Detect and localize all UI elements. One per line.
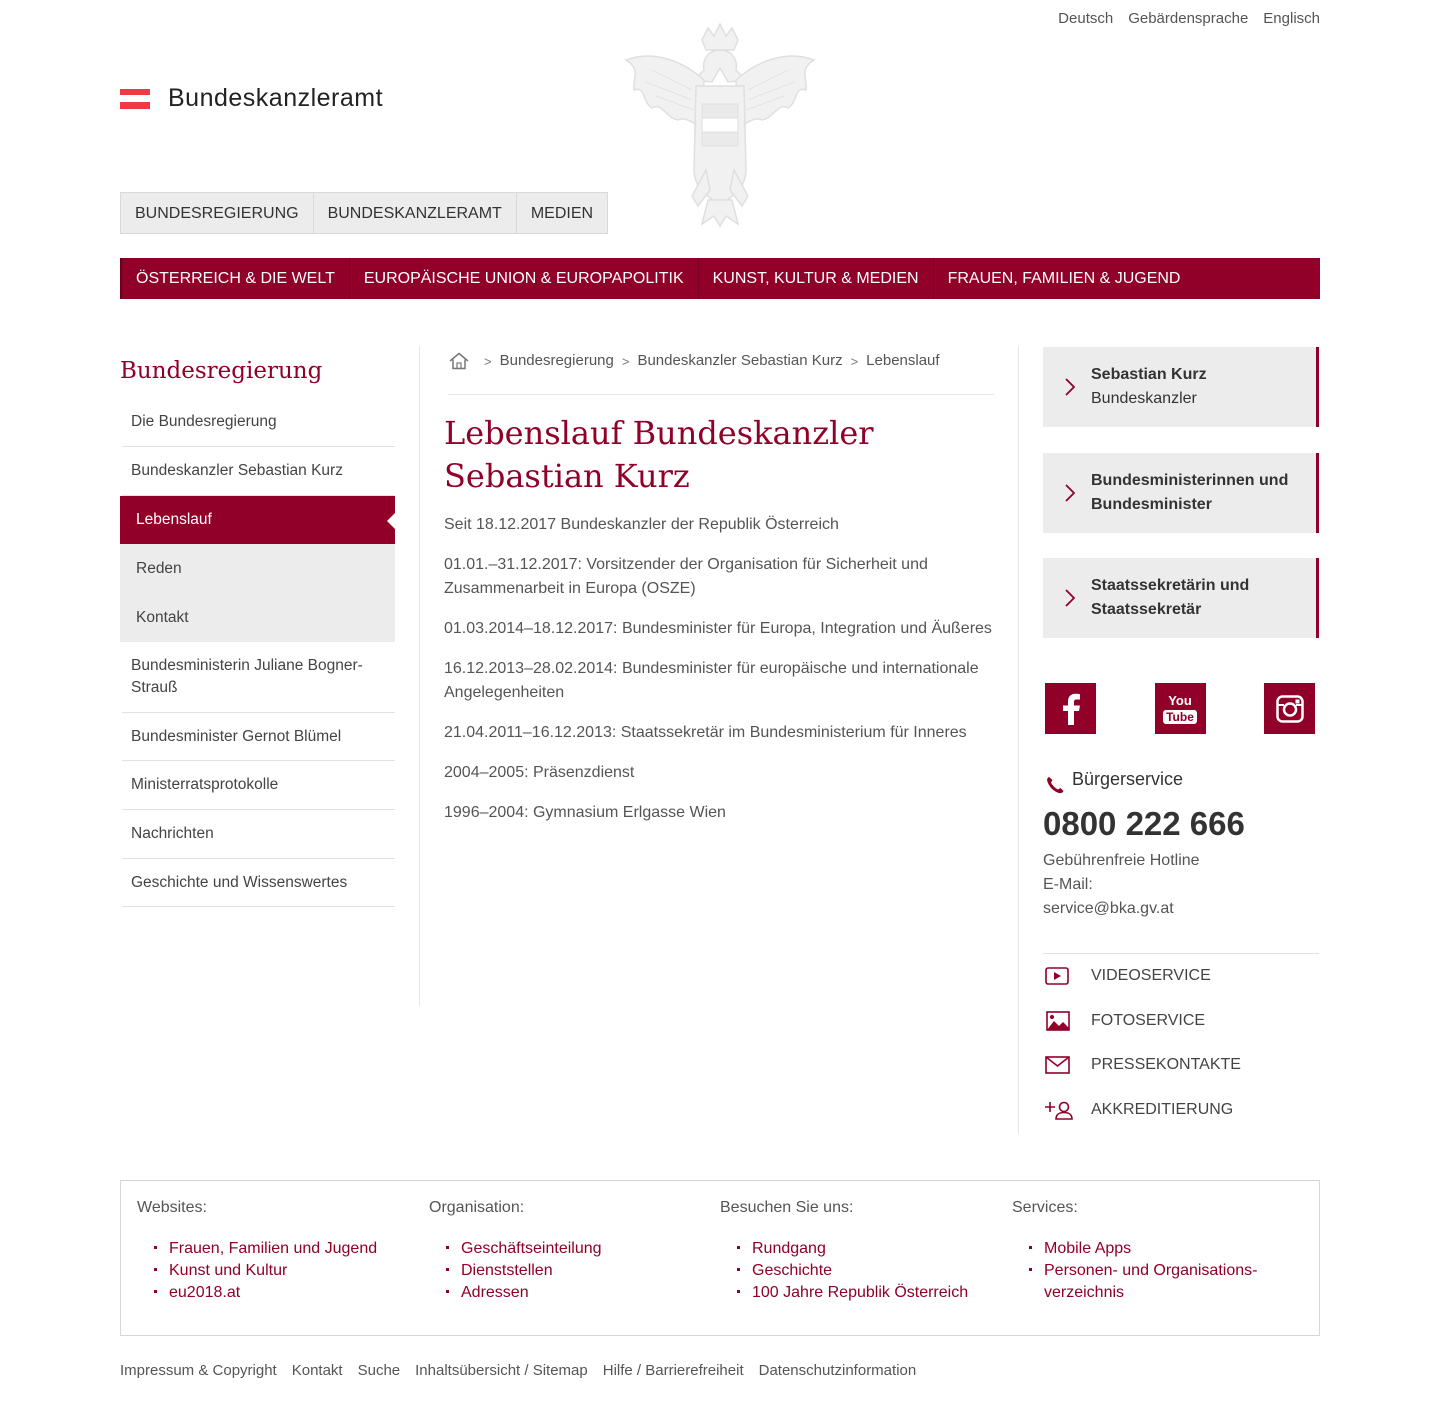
footer-column-websites xyxy=(137,1199,377,1304)
divider xyxy=(1043,953,1319,954)
logo-text: Bundeskanzleramt xyxy=(168,84,384,112)
teaser-title: Bundesministerinnen und Bundesminister xyxy=(1091,472,1289,513)
divider xyxy=(419,346,420,1006)
teaser-subtitle: Bundeskanzler xyxy=(1091,390,1197,407)
footer-bottom-links xyxy=(120,1362,916,1379)
chevron-right-icon xyxy=(1065,378,1075,396)
youtube-tube-label: Tube xyxy=(1163,710,1197,724)
photo-icon xyxy=(1043,1010,1071,1032)
teaser-staatssekretaer[interactable] xyxy=(1043,558,1319,638)
footer-hilfe[interactable]: Hilfe / Barrierefreiheit xyxy=(602,1362,744,1379)
footer-links-box xyxy=(120,1180,1320,1336)
buergerservice-info xyxy=(1043,849,1200,921)
sidebar-navigation xyxy=(120,398,395,907)
lang-gebaerdensprache[interactable]: Gebärdensprache xyxy=(1128,10,1249,27)
footer-sitemap[interactable]: Inhaltsübersicht / Sitemap xyxy=(415,1362,588,1379)
teaser-bundesminister[interactable] xyxy=(1043,453,1319,533)
breadcrumb-separator: > xyxy=(484,354,492,369)
cv-content xyxy=(444,513,999,841)
topic-navigation xyxy=(120,258,1320,299)
language-bar xyxy=(1058,10,1320,27)
service-fotoservice[interactable] xyxy=(1043,1010,1205,1032)
site-logo[interactable] xyxy=(120,84,383,113)
sidebar-item-bluemel[interactable]: Bundesminister Gernot Blümel xyxy=(122,713,395,761)
mail-icon xyxy=(1043,1055,1071,1075)
facebook-icon[interactable] xyxy=(1045,683,1096,734)
footer-link[interactable]: Frauen, Familien und Jugend xyxy=(154,1238,377,1260)
sidebar-item-kontakt[interactable]: Kontakt xyxy=(120,593,395,642)
cv-entry: 2004–2005: Präsenzdienst xyxy=(444,764,635,781)
email-link[interactable]: service@bka.gv.at xyxy=(1043,900,1174,917)
footer-column-title: Websites: xyxy=(137,1199,207,1216)
teaser-sebastian-kurz[interactable] xyxy=(1043,347,1319,427)
nav-kunst-kultur-medien[interactable]: KUNST, KULTUR & MEDIEN xyxy=(699,258,934,299)
footer-link[interactable]: 100 Jahre Republik Österreich xyxy=(737,1282,968,1304)
sidebar-item-geschichte[interactable]: Geschichte und Wissenswertes xyxy=(122,859,395,907)
footer-kontakt[interactable]: Kontakt xyxy=(291,1362,343,1379)
breadcrumb-bundeskanzler[interactable]: Bundeskanzler Sebastian Kurz xyxy=(637,352,843,369)
chevron-right-icon xyxy=(1065,589,1075,607)
sidebar-item-lebenslauf[interactable]: Lebenslauf xyxy=(120,496,395,544)
add-user-icon xyxy=(1043,1099,1073,1121)
eagle-coat-of-arms-icon xyxy=(622,20,818,228)
teaser-title: Staatssekretärin und Staatssekretär xyxy=(1091,577,1250,618)
service-label: VIDEOSERVICE xyxy=(1091,967,1211,984)
service-akkreditierung[interactable] xyxy=(1043,1099,1233,1121)
breadcrumb xyxy=(448,352,994,395)
nav-bundeskanzleramt[interactable]: BUNDESKANZLERAMT xyxy=(314,193,517,233)
footer-link[interactable]: Rundgang xyxy=(737,1238,968,1260)
cv-entry: 16.12.2013–28.02.2014: Bundesminister für europäische und internationale Angelegenheiten xyxy=(444,660,979,701)
footer-column-besuchen xyxy=(720,1199,968,1304)
nav-medien[interactable]: MEDIEN xyxy=(530,205,594,222)
sidebar-item-bundeskanzler[interactable]: Bundeskanzler Sebastian Kurz xyxy=(122,447,395,496)
footer-link[interactable]: Geschäftseinteilung xyxy=(446,1238,602,1260)
sidebar-title: Bundesregierung xyxy=(120,358,323,384)
buergerservice-title: Bürgerservice xyxy=(1072,769,1184,789)
breadcrumb-current: Lebenslauf xyxy=(866,352,940,369)
page-title: Lebenslauf Bundeskanzler Sebastian Kurz xyxy=(444,414,874,495)
cv-entry: Seit 18.12.2017 Bundeskanzler der Republik Österreich xyxy=(444,516,839,533)
phone-icon xyxy=(1045,775,1065,795)
home-icon[interactable] xyxy=(448,352,470,374)
nav-bundesregierung[interactable]: BUNDESREGIERUNG xyxy=(121,193,314,233)
youtube-you-label: You xyxy=(1168,692,1192,708)
cv-entry: 21.04.2011–16.12.2013: Staatssekretär im Bundesministerium für Inneres xyxy=(444,724,967,741)
footer-column-services xyxy=(1012,1199,1272,1304)
footer-impressum[interactable]: Impressum & Copyright xyxy=(120,1362,277,1379)
footer-link[interactable]: Adressen xyxy=(446,1282,602,1304)
youtube-icon[interactable] xyxy=(1155,683,1206,734)
nav-oesterreich-welt[interactable]: ÖSTERREICH & DIE WELT xyxy=(120,258,350,299)
footer-datenschutz[interactable]: Datenschutzinformation xyxy=(758,1362,917,1379)
breadcrumb-bundesregierung[interactable]: Bundesregierung xyxy=(499,352,614,369)
footer-link[interactable]: Geschichte xyxy=(737,1260,968,1282)
footer-column-title: Besuchen Sie uns: xyxy=(720,1199,854,1216)
breadcrumb-separator: > xyxy=(621,354,630,369)
footer-link[interactable]: Mobile Apps xyxy=(1029,1238,1272,1260)
sidebar-item-die-bundesregierung[interactable]: Die Bundesregierung xyxy=(122,398,395,447)
chevron-right-icon xyxy=(1065,484,1075,502)
nav-europaeische-union[interactable]: EUROPÄISCHE UNION & EUROPAPOLITIK xyxy=(350,258,699,299)
cv-entry: 01.01.–31.12.2017: Vorsitzender der Organisation für Sicherheit und Zusammenarbeit in Europa (OSZE) xyxy=(444,556,928,597)
instagram-icon[interactable] xyxy=(1264,683,1315,734)
austria-flag-icon xyxy=(120,89,150,109)
footer-link[interactable]: eu2018.at xyxy=(154,1282,377,1304)
footer-link[interactable]: Kunst und Kultur xyxy=(154,1260,377,1282)
cv-entry: 01.03.2014–18.12.2017: Bundesminister für Europa, Integration und Äußeres xyxy=(444,620,992,637)
sidebar-item-reden[interactable]: Reden xyxy=(120,544,395,593)
service-label: FOTOSERVICE xyxy=(1091,1012,1206,1029)
video-icon xyxy=(1043,966,1071,986)
hotline-label: Gebührenfreie Hotline xyxy=(1043,852,1200,869)
lang-englisch[interactable]: Englisch xyxy=(1263,10,1320,27)
sidebar-item-ministerratsprotokolle[interactable]: Ministerratsprotokolle xyxy=(122,761,395,810)
phone-number[interactable]: 0800 222 666 xyxy=(1043,805,1245,842)
footer-link[interactable]: Personen- und Organisations-verzeichnis xyxy=(1029,1260,1272,1304)
sidebar-item-bogner-strauss[interactable]: Bundesministerin Juliane Bogner-Strauß xyxy=(122,642,395,713)
email-label: E-Mail: xyxy=(1043,876,1093,893)
sidebar-item-nachrichten[interactable]: Nachrichten xyxy=(122,810,395,859)
service-videoservice[interactable] xyxy=(1043,966,1211,986)
service-label: AKKREDITIERUNG xyxy=(1091,1101,1234,1118)
nav-frauen-familien-jugend[interactable]: FRAUEN, FAMILIEN & JUGEND xyxy=(947,270,1181,287)
top-navigation xyxy=(120,192,608,234)
service-pressekontakte[interactable] xyxy=(1043,1055,1241,1075)
footer-column-title: Organisation: xyxy=(429,1199,525,1216)
divider xyxy=(1018,346,1019,1134)
service-label: PRESSEKONTAKTE xyxy=(1091,1056,1241,1073)
breadcrumb-separator: > xyxy=(850,354,859,369)
social-links xyxy=(1045,683,1315,734)
footer-column-organisation xyxy=(429,1199,602,1304)
lang-deutsch[interactable]: Deutsch xyxy=(1058,10,1114,27)
footer-link[interactable]: Dienststellen xyxy=(446,1260,602,1282)
cv-entry: 1996–2004: Gymnasium Erlgasse Wien xyxy=(444,804,726,821)
footer-column-title: Services: xyxy=(1012,1199,1078,1216)
teaser-title: Sebastian Kurz xyxy=(1091,366,1207,383)
footer-suche[interactable]: Suche xyxy=(357,1362,401,1379)
